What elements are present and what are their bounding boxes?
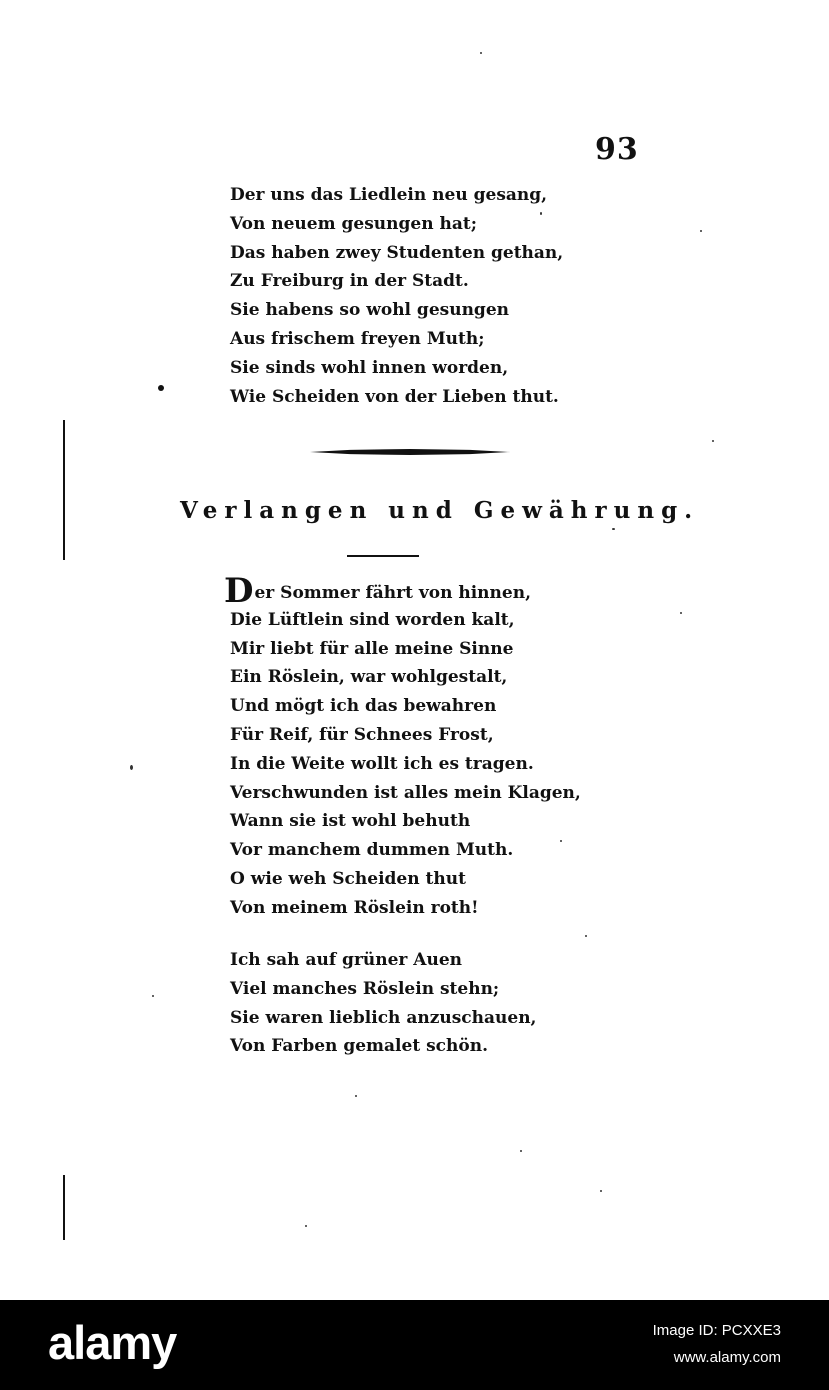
scan-speck bbox=[130, 765, 133, 770]
scan-speck bbox=[612, 528, 615, 530]
scan-speck bbox=[540, 212, 542, 215]
verse-line: In die Weite wollt ich es tragen. bbox=[230, 753, 534, 774]
scan-speck bbox=[680, 612, 682, 614]
scan-speck bbox=[600, 1190, 602, 1192]
verse-line: O wie weh Scheiden thut bbox=[230, 868, 466, 889]
image-id-label: Image ID: PCXXE3 bbox=[652, 1322, 781, 1339]
verse-line: Von Farben gemalet schön. bbox=[230, 1036, 488, 1057]
verse-line-first-rest: er Sommer fährt von hinnen, bbox=[254, 583, 531, 603]
verse-line: Von neuem gesungen hat; bbox=[230, 213, 477, 234]
ornamental-divider bbox=[310, 449, 510, 455]
verse-line: Sie waren lieblich anzuschauen, bbox=[230, 1007, 537, 1028]
poem-title: Verlangen und Gewährung. bbox=[180, 497, 700, 524]
verse-line: Wie Scheiden von der Lieben thut. bbox=[230, 386, 559, 407]
watermark-footer bbox=[0, 1300, 829, 1390]
scan-speck bbox=[305, 1225, 307, 1227]
verse-line: Verschwunden ist alles mein Klagen, bbox=[230, 782, 581, 803]
stanza-1 bbox=[230, 181, 563, 411]
verse-line: Zu Freiburg in der Stadt. bbox=[230, 271, 469, 292]
alamy-logo: alamy bbox=[48, 1316, 177, 1369]
verse-line: Vor manchem dummen Muth. bbox=[230, 840, 514, 861]
scan-speck bbox=[700, 230, 702, 232]
verse-line: Viel manches Röslein stehn; bbox=[230, 978, 500, 999]
scan-speck bbox=[480, 52, 482, 54]
title-underline bbox=[347, 555, 419, 557]
page-number: 93 bbox=[595, 132, 639, 167]
verse-line: Sie sinds wohl innen worden, bbox=[230, 357, 509, 378]
site-url-label: www.alamy.com bbox=[673, 1349, 781, 1366]
stanza-3 bbox=[230, 946, 536, 1061]
scan-speck bbox=[520, 1150, 522, 1152]
verse-line: Aus frischem freyen Muth; bbox=[230, 328, 485, 349]
verse-line: Der uns das Liedlein neu gesang, bbox=[230, 185, 548, 205]
verse-line: Die Lüftlein sind worden kalt, bbox=[230, 609, 515, 630]
scan-margin-line bbox=[63, 1175, 65, 1240]
verse-line: Sie habens so wohl gesungen bbox=[230, 300, 509, 321]
verse-line: Von meinem Röslein roth! bbox=[230, 897, 479, 918]
scan-speck bbox=[712, 440, 714, 442]
verse-line: Mir liebt für alle meine Sinne bbox=[230, 638, 514, 659]
verse-line: Wann sie ist wohl behuth bbox=[230, 811, 471, 832]
verse-line: Ein Röslein, war wohlgestalt, bbox=[230, 667, 508, 688]
margin-bullet-mark bbox=[158, 385, 164, 391]
scan-margin-line bbox=[63, 420, 65, 560]
verse-line: Ich sah auf grüner Auen bbox=[230, 950, 463, 970]
verse-line: Das haben zwey Studenten gethan, bbox=[230, 242, 564, 263]
scan-speck bbox=[585, 935, 587, 937]
scan-speck bbox=[355, 1095, 357, 1097]
verse-line: Und mögt ich das bewahren bbox=[230, 696, 497, 717]
verse-line: Für Reif, für Schnees Frost, bbox=[230, 724, 494, 745]
verse-line-first bbox=[224, 571, 581, 611]
scan-speck bbox=[560, 840, 562, 842]
drop-cap: D bbox=[224, 571, 254, 611]
stanza-2 bbox=[224, 571, 581, 923]
scan-speck bbox=[152, 995, 154, 997]
